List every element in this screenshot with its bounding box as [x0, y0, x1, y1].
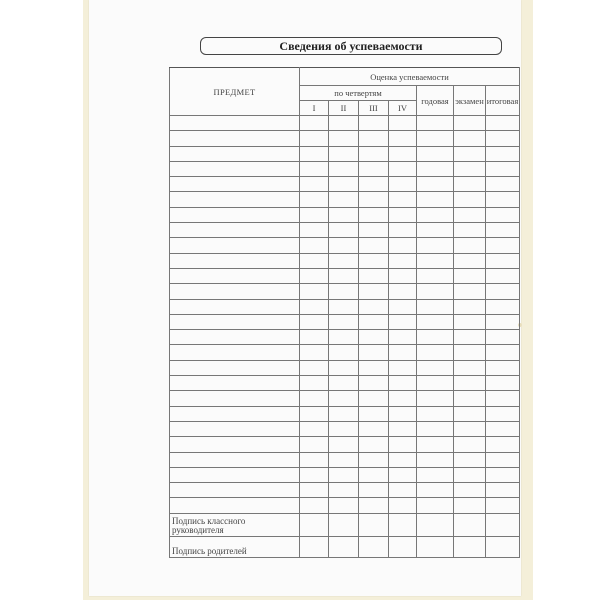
grade-cell[interactable]	[417, 116, 454, 131]
grade-cell[interactable]	[417, 421, 454, 436]
subject-cell[interactable]	[170, 146, 300, 161]
subject-cell[interactable]	[170, 177, 300, 192]
grade-cell[interactable]	[359, 146, 389, 161]
table-row	[170, 116, 520, 131]
signature-teacher-row	[170, 513, 520, 536]
grade-cell[interactable]	[329, 376, 359, 391]
grade-cell[interactable]	[300, 299, 329, 314]
signature-cell[interactable]	[329, 536, 359, 557]
grade-cell[interactable]	[389, 131, 417, 146]
grade-cell[interactable]	[329, 299, 359, 314]
grade-cell[interactable]	[417, 161, 454, 176]
signature-cell[interactable]	[300, 536, 329, 557]
grade-cell[interactable]	[300, 483, 329, 498]
grade-cell[interactable]	[417, 207, 454, 222]
table-row	[170, 498, 520, 513]
grade-cell[interactable]	[389, 437, 417, 452]
signature-cell[interactable]	[454, 513, 486, 536]
grade-cell[interactable]	[359, 116, 389, 131]
exam-grade-header: экзамен	[454, 86, 486, 116]
table-row	[170, 177, 520, 192]
grade-cell[interactable]	[329, 452, 359, 467]
grade-cell[interactable]	[329, 360, 359, 375]
grade-cell[interactable]	[417, 314, 454, 329]
grade-cell[interactable]	[417, 177, 454, 192]
grade-cell[interactable]	[389, 253, 417, 268]
grade-cell[interactable]	[454, 116, 486, 131]
grade-cell[interactable]	[300, 498, 329, 513]
table-row	[170, 253, 520, 268]
grade-cell[interactable]	[454, 131, 486, 146]
signature-parents-row	[170, 536, 520, 557]
grade-cell[interactable]	[329, 223, 359, 238]
quarters-header: по четвертям	[300, 86, 417, 101]
grade-cell[interactable]	[359, 483, 389, 498]
grade-cell[interactable]	[486, 177, 520, 192]
grade-cell[interactable]	[329, 314, 359, 329]
grade-cell[interactable]	[300, 131, 329, 146]
grade-cell[interactable]	[486, 498, 520, 513]
grade-cell[interactable]	[486, 284, 520, 299]
table-row	[170, 238, 520, 253]
grade-cell[interactable]	[417, 345, 454, 360]
grade-cell[interactable]	[454, 268, 486, 283]
subject-cell[interactable]	[170, 299, 300, 314]
grade-cell[interactable]	[454, 406, 486, 421]
grade-cell[interactable]	[454, 253, 486, 268]
grade-cell[interactable]	[329, 467, 359, 482]
signature-label: Подпись классного руководителя	[170, 513, 300, 536]
grade-cell[interactable]	[417, 253, 454, 268]
final-grade-header: итоговая	[486, 86, 520, 116]
grade-cell[interactable]	[417, 131, 454, 146]
grade-cell[interactable]	[486, 146, 520, 161]
table-row	[170, 345, 520, 360]
grade-cell[interactable]	[389, 498, 417, 513]
signature-cell[interactable]	[329, 513, 359, 536]
grade-cell[interactable]	[300, 268, 329, 283]
grade-cell[interactable]	[359, 207, 389, 222]
grade-cell[interactable]	[329, 146, 359, 161]
table-row	[170, 330, 520, 345]
grade-cell[interactable]	[329, 161, 359, 176]
grade-cell[interactable]	[300, 345, 329, 360]
grade-cell[interactable]	[300, 192, 329, 207]
grade-cell[interactable]	[389, 268, 417, 283]
grade-cell[interactable]	[329, 177, 359, 192]
subject-cell[interactable]	[170, 284, 300, 299]
grade-cell[interactable]	[389, 177, 417, 192]
subject-cell[interactable]	[170, 161, 300, 176]
grade-cell[interactable]	[389, 314, 417, 329]
grade-cell[interactable]	[329, 345, 359, 360]
quarter-header: III	[359, 101, 389, 116]
grade-cell[interactable]	[329, 330, 359, 345]
grade-cell[interactable]	[454, 177, 486, 192]
table-row	[170, 146, 520, 161]
subject-cell[interactable]	[170, 483, 300, 498]
grade-cell[interactable]	[389, 146, 417, 161]
grade-cell[interactable]	[454, 421, 486, 436]
grade-cell[interactable]	[486, 437, 520, 452]
grade-cell[interactable]	[454, 391, 486, 406]
grade-cell[interactable]	[454, 437, 486, 452]
grade-cell[interactable]	[329, 253, 359, 268]
grade-cell[interactable]	[329, 406, 359, 421]
grade-cell[interactable]	[454, 345, 486, 360]
subject-cell[interactable]	[170, 223, 300, 238]
table-row	[170, 314, 520, 329]
signature-cell[interactable]	[389, 513, 417, 536]
page-title: Сведения об успеваемости	[200, 37, 502, 55]
grades-table	[169, 67, 520, 558]
table-row	[170, 192, 520, 207]
grade-cell[interactable]	[417, 391, 454, 406]
signature-cell[interactable]	[389, 536, 417, 557]
grade-cell[interactable]	[486, 253, 520, 268]
grade-cell[interactable]	[389, 330, 417, 345]
grade-cell[interactable]	[486, 330, 520, 345]
signature-cell[interactable]	[359, 536, 389, 557]
grade-cell[interactable]	[359, 284, 389, 299]
grade-cell[interactable]	[417, 146, 454, 161]
grade-cell[interactable]	[417, 406, 454, 421]
table-row	[170, 437, 520, 452]
grade-cell[interactable]	[417, 483, 454, 498]
grade-cell[interactable]	[300, 314, 329, 329]
subject-cell[interactable]	[170, 192, 300, 207]
subject-cell[interactable]	[170, 314, 300, 329]
signature-cell[interactable]	[417, 536, 454, 557]
table-row	[170, 360, 520, 375]
grade-cell[interactable]	[417, 498, 454, 513]
grade-cell[interactable]	[300, 116, 329, 131]
subject-column-header: ПРЕДМЕТ	[170, 68, 300, 116]
grade-cell[interactable]	[329, 192, 359, 207]
grade-cell[interactable]	[359, 223, 389, 238]
grade-cell[interactable]	[359, 131, 389, 146]
grade-cell[interactable]	[486, 131, 520, 146]
signature-label: Подпись родителей	[170, 536, 300, 557]
subject-cell[interactable]	[170, 268, 300, 283]
table-row	[170, 483, 520, 498]
grade-cell[interactable]	[359, 437, 389, 452]
signature-cell[interactable]	[486, 513, 520, 536]
quarter-header: I	[300, 101, 329, 116]
grade-cell[interactable]	[329, 131, 359, 146]
grade-cell[interactable]	[300, 376, 329, 391]
grade-cell[interactable]	[359, 268, 389, 283]
grade-cell[interactable]	[417, 238, 454, 253]
grade-cell[interactable]	[454, 223, 486, 238]
subject-cell[interactable]	[170, 467, 300, 482]
subject-cell[interactable]	[170, 330, 300, 345]
subject-cell[interactable]	[170, 498, 300, 513]
grade-cell[interactable]	[454, 330, 486, 345]
subject-cell[interactable]	[170, 345, 300, 360]
subject-cell[interactable]	[170, 406, 300, 421]
grade-cell[interactable]	[486, 314, 520, 329]
grade-cell[interactable]	[486, 192, 520, 207]
grade-cell[interactable]	[486, 391, 520, 406]
grade-cell[interactable]	[486, 376, 520, 391]
grade-cell[interactable]	[389, 452, 417, 467]
grade-cell[interactable]	[417, 284, 454, 299]
grade-cell[interactable]	[359, 299, 389, 314]
grade-cell[interactable]	[329, 268, 359, 283]
grade-cell[interactable]	[389, 161, 417, 176]
grade-cell[interactable]	[329, 207, 359, 222]
grade-cell[interactable]	[454, 360, 486, 375]
grade-cell[interactable]	[486, 345, 520, 360]
grade-cell[interactable]	[389, 299, 417, 314]
signature-cell[interactable]	[486, 536, 520, 557]
grade-cell[interactable]	[454, 299, 486, 314]
year-grade-header: годовая	[417, 86, 454, 116]
subject-cell[interactable]	[170, 391, 300, 406]
table-row	[170, 376, 520, 391]
grade-cell[interactable]	[454, 192, 486, 207]
grade-cell[interactable]	[389, 391, 417, 406]
table-row	[170, 161, 520, 176]
grade-cell[interactable]	[300, 253, 329, 268]
subject-cell[interactable]	[170, 116, 300, 131]
grade-cell[interactable]	[486, 406, 520, 421]
grade-cell[interactable]	[486, 467, 520, 482]
grade-cell[interactable]	[300, 406, 329, 421]
grade-cell[interactable]	[417, 192, 454, 207]
grade-cell[interactable]	[329, 284, 359, 299]
grade-cell[interactable]	[389, 467, 417, 482]
grade-cell[interactable]	[329, 498, 359, 513]
grade-cell[interactable]	[329, 437, 359, 452]
grade-cell[interactable]	[486, 238, 520, 253]
grade-cell[interactable]	[454, 483, 486, 498]
grade-cell[interactable]	[417, 330, 454, 345]
signature-cell[interactable]	[300, 513, 329, 536]
grade-cell[interactable]	[417, 360, 454, 375]
subject-cell[interactable]	[170, 376, 300, 391]
grade-cell[interactable]	[359, 314, 389, 329]
grade-cell[interactable]	[359, 161, 389, 176]
grade-cell[interactable]	[329, 483, 359, 498]
grade-cell[interactable]	[417, 467, 454, 482]
grade-cell[interactable]	[417, 268, 454, 283]
grade-cell[interactable]	[454, 452, 486, 467]
grade-cell[interactable]	[359, 406, 389, 421]
grade-cell[interactable]	[389, 223, 417, 238]
grade-cell[interactable]	[359, 421, 389, 436]
grade-cell[interactable]	[389, 238, 417, 253]
grade-cell[interactable]	[389, 376, 417, 391]
grade-cell[interactable]	[300, 421, 329, 436]
grade-cell[interactable]	[300, 467, 329, 482]
subject-cell[interactable]	[170, 452, 300, 467]
grade-cell[interactable]	[359, 330, 389, 345]
table-row	[170, 284, 520, 299]
grade-cell[interactable]	[359, 192, 389, 207]
grade-cell[interactable]	[454, 146, 486, 161]
grade-cell[interactable]	[486, 223, 520, 238]
signature-cell[interactable]	[417, 513, 454, 536]
grade-cell[interactable]	[300, 146, 329, 161]
grade-cell[interactable]	[329, 391, 359, 406]
grade-cell[interactable]	[359, 376, 389, 391]
grade-cell[interactable]	[359, 452, 389, 467]
grade-cell[interactable]	[389, 406, 417, 421]
grade-cell[interactable]	[359, 177, 389, 192]
quarter-header: IV	[389, 101, 417, 116]
table-row	[170, 223, 520, 238]
grade-cell[interactable]	[359, 391, 389, 406]
grade-cell[interactable]	[300, 223, 329, 238]
grade-cell[interactable]	[389, 360, 417, 375]
grade-cell[interactable]	[300, 360, 329, 375]
grade-cell[interactable]	[486, 207, 520, 222]
grade-cell[interactable]	[454, 238, 486, 253]
grade-cell[interactable]	[359, 360, 389, 375]
grade-cell[interactable]	[359, 345, 389, 360]
signature-cell[interactable]	[359, 513, 389, 536]
grade-cell[interactable]	[359, 467, 389, 482]
grade-cell[interactable]	[329, 116, 359, 131]
subject-cell[interactable]	[170, 437, 300, 452]
signature-cell[interactable]	[454, 536, 486, 557]
grade-cell[interactable]	[486, 268, 520, 283]
subject-cell[interactable]	[170, 360, 300, 375]
grade-cell[interactable]	[454, 498, 486, 513]
grade-cell[interactable]	[454, 284, 486, 299]
table-row	[170, 467, 520, 482]
table-row	[170, 207, 520, 222]
grade-cell[interactable]	[389, 483, 417, 498]
grade-cell[interactable]	[389, 192, 417, 207]
grade-cell[interactable]	[454, 467, 486, 482]
grade-cell[interactable]	[389, 207, 417, 222]
grade-cell[interactable]	[329, 238, 359, 253]
subject-cell[interactable]	[170, 131, 300, 146]
grade-cell[interactable]	[300, 452, 329, 467]
grade-cell[interactable]	[486, 421, 520, 436]
grade-cell[interactable]	[417, 376, 454, 391]
grades-header: Оценка успеваемости	[300, 68, 520, 86]
grade-cell[interactable]	[329, 421, 359, 436]
grade-cell[interactable]	[300, 238, 329, 253]
grade-cell[interactable]	[300, 330, 329, 345]
table-row	[170, 452, 520, 467]
subject-cell[interactable]	[170, 207, 300, 222]
grade-cell[interactable]	[300, 177, 329, 192]
grade-cell[interactable]	[417, 437, 454, 452]
subject-cell[interactable]	[170, 253, 300, 268]
grade-cell[interactable]	[389, 284, 417, 299]
grade-cell[interactable]	[454, 314, 486, 329]
grade-cell[interactable]	[454, 207, 486, 222]
quarter-header: II	[329, 101, 359, 116]
table-row	[170, 421, 520, 436]
grade-cell[interactable]	[359, 238, 389, 253]
subject-cell[interactable]	[170, 421, 300, 436]
table-row	[170, 391, 520, 406]
grade-cell[interactable]	[417, 299, 454, 314]
grade-cell[interactable]	[300, 207, 329, 222]
table-row	[170, 131, 520, 146]
grade-cell[interactable]	[486, 299, 520, 314]
grade-cell[interactable]	[417, 452, 454, 467]
grade-cell[interactable]	[486, 161, 520, 176]
grade-cell[interactable]	[300, 437, 329, 452]
grade-cell[interactable]	[486, 452, 520, 467]
grade-cell[interactable]	[486, 116, 520, 131]
grade-cell[interactable]	[389, 345, 417, 360]
table-row	[170, 268, 520, 283]
grade-cell[interactable]	[359, 253, 389, 268]
subject-cell[interactable]	[170, 238, 300, 253]
grade-cell[interactable]	[389, 421, 417, 436]
grade-cell[interactable]	[417, 223, 454, 238]
grade-cell[interactable]	[300, 284, 329, 299]
grade-cell[interactable]	[300, 391, 329, 406]
grade-cell[interactable]	[300, 161, 329, 176]
table-row	[170, 299, 520, 314]
grade-cell[interactable]	[486, 483, 520, 498]
grade-cell[interactable]	[454, 161, 486, 176]
grade-cell[interactable]	[359, 498, 389, 513]
grade-cell[interactable]	[486, 360, 520, 375]
grade-cell[interactable]	[454, 376, 486, 391]
table-row	[170, 406, 520, 421]
grade-cell[interactable]	[389, 116, 417, 131]
